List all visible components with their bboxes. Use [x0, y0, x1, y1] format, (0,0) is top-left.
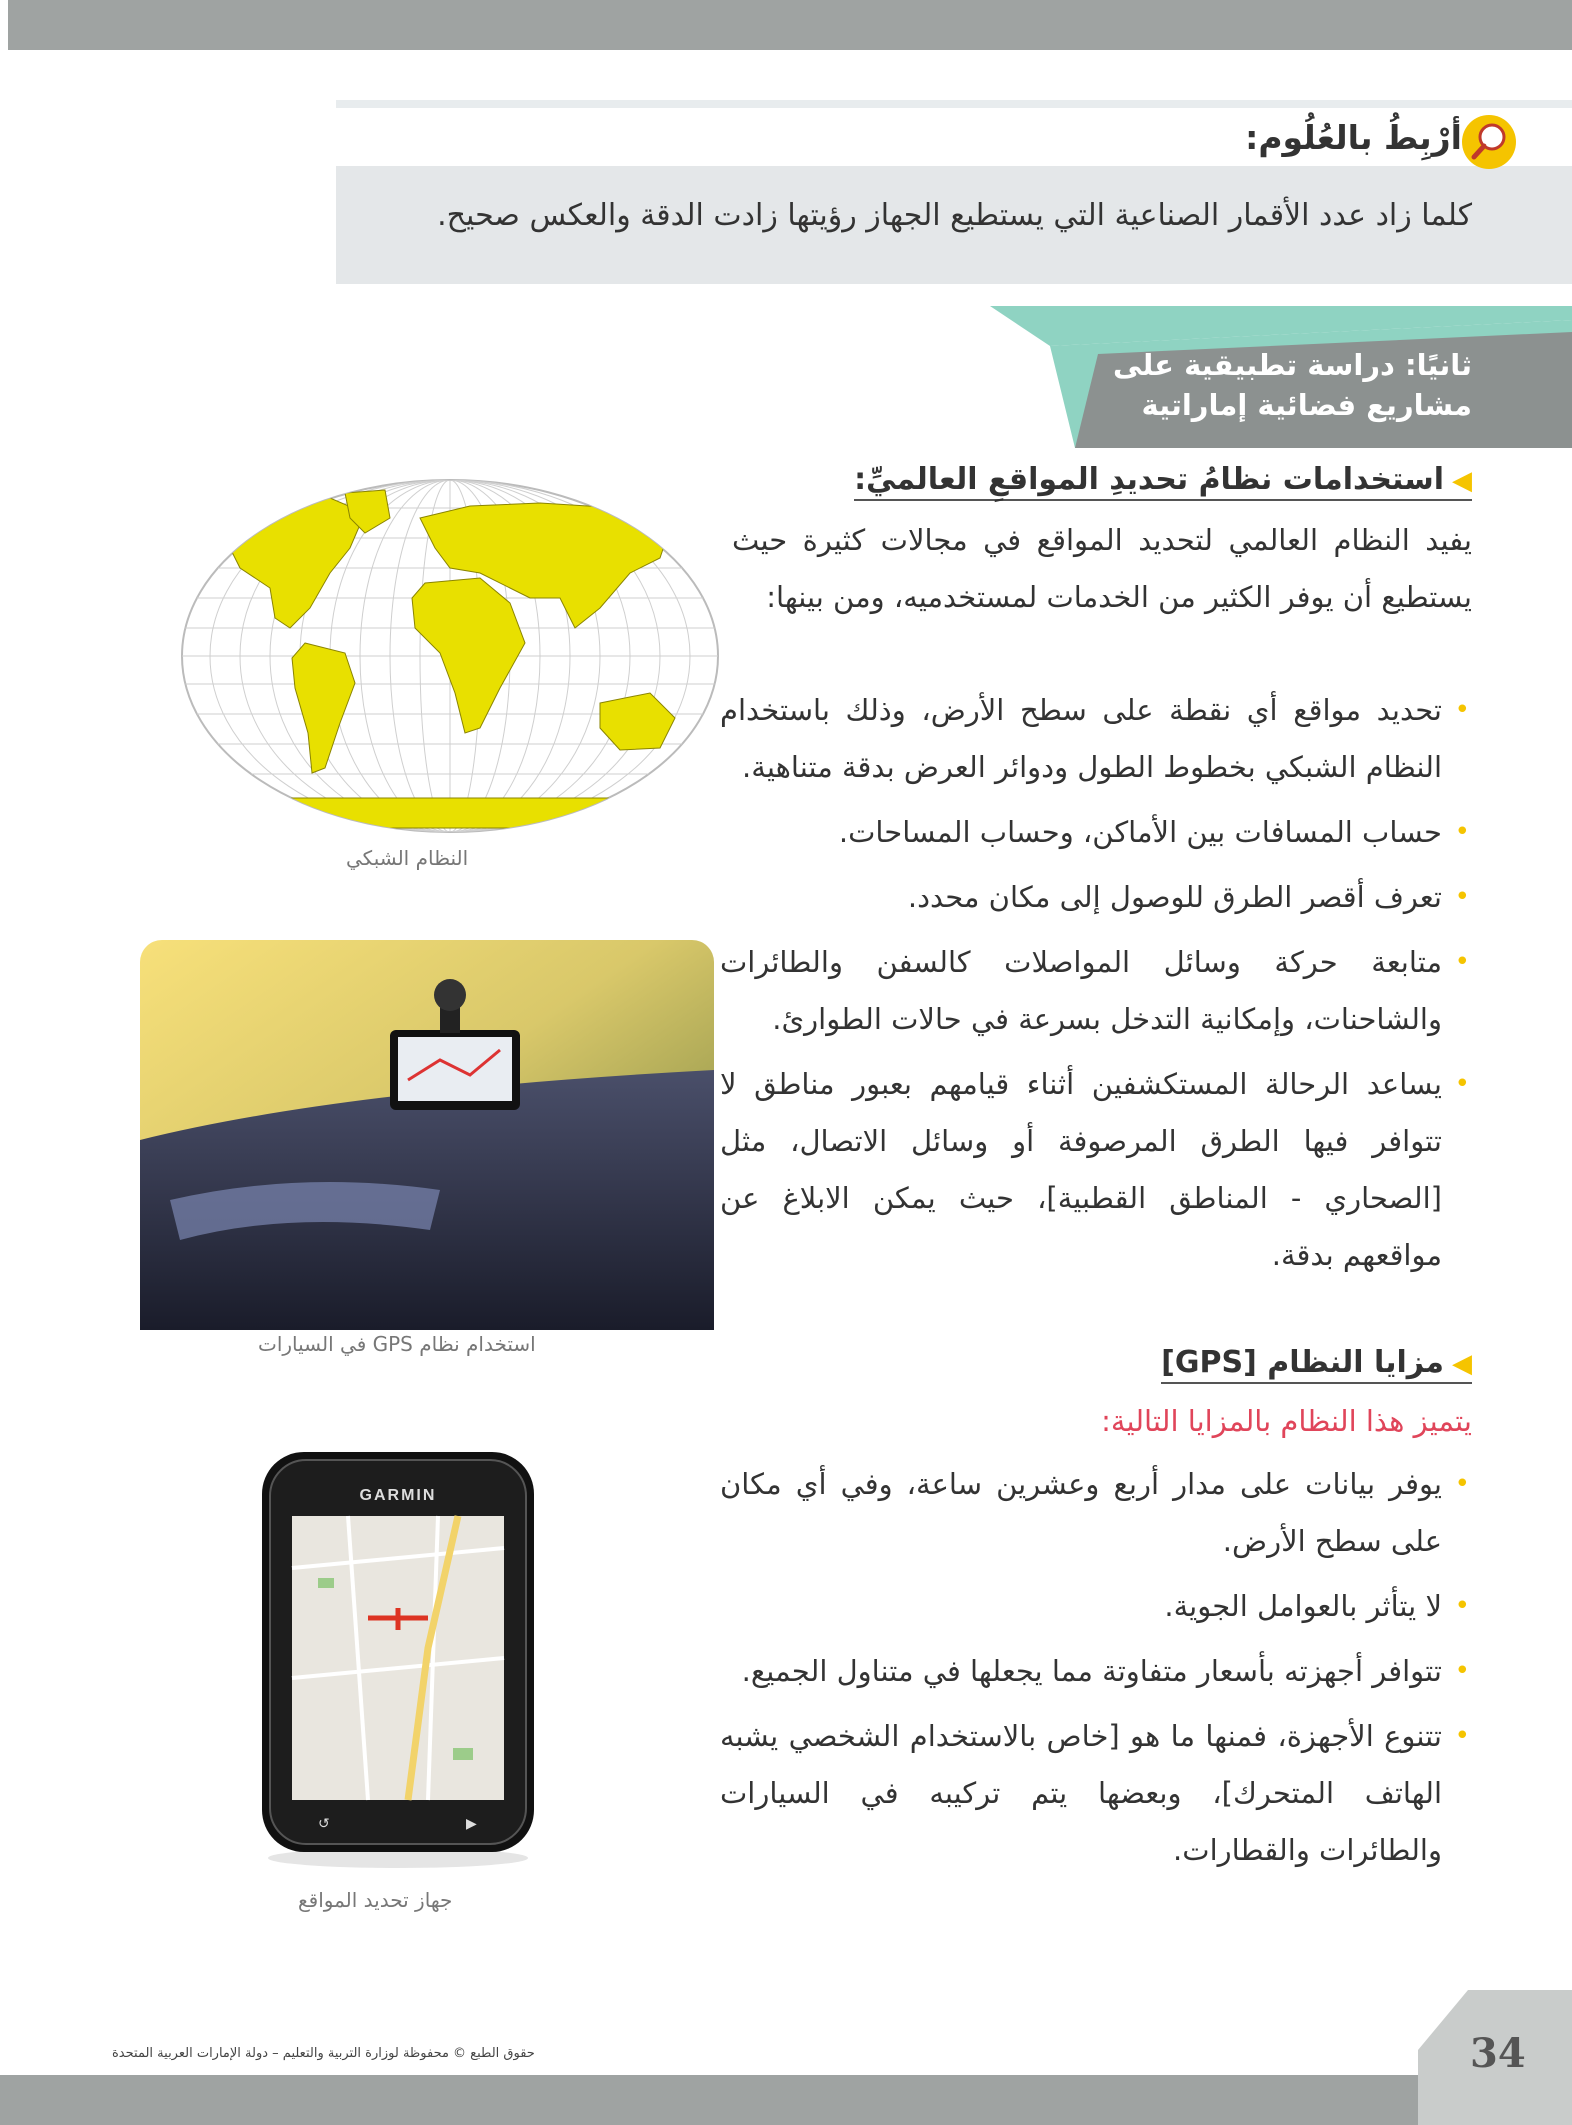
list-item-text: يوفر بيانات على مدار أربع وعشرين ساعة، وفي أي مكان على سطح الأرض.: [720, 1467, 1442, 1558]
magnifier-icon: [1460, 113, 1518, 171]
triangle-left-icon: ◀: [1452, 1349, 1472, 1379]
science-box-top-line: [336, 100, 1572, 108]
science-text: كلما زاد عدد الأقمار الصناعية التي يستطيع الجهاز رؤيتها زادت الدقة والعكس صحيح.: [437, 198, 1472, 233]
bullet-dot-icon: •: [1454, 695, 1470, 725]
map-caption: النظام الشبكي: [346, 846, 469, 870]
advantages-intro: يتميز هذا النظام بالمزايا التالية:: [1101, 1404, 1472, 1438]
list-item-text: حساب المسافات بين الأماكن، وحساب المساحات.: [838, 815, 1442, 849]
bullet-dot-icon: •: [1454, 1469, 1470, 1499]
bullet-dot-icon: •: [1454, 947, 1470, 977]
list-item: [720, 1708, 1472, 1879]
list-item: [720, 804, 1472, 861]
top-bar: [8, 0, 1572, 50]
device-brand: GARMIN: [359, 1487, 437, 1504]
play-icon: ▶: [466, 1816, 477, 1832]
uses-heading: [854, 462, 1472, 501]
triangle-left-icon: ◀: [1452, 466, 1472, 496]
advantages-heading-text: مزايا النظام [GPS]: [1161, 1345, 1444, 1380]
world-map-image: [180, 478, 720, 836]
list-item: [720, 682, 1472, 796]
uses-intro: يفيد النظام العالمي لتحديد المواقع في مجالات كثيرة حيث يستطيع أن يوفر الكثير من الخدمات لمستخدميه، ومن بينها:: [732, 523, 1472, 614]
section-title-line1: ثانيًا: دراسة تطبيقية على: [1112, 348, 1472, 382]
bullet-dot-icon: •: [1454, 817, 1470, 847]
section-title-line2: مشاريع فضائية إماراتية: [1141, 388, 1472, 422]
gps-device-image: [258, 1448, 538, 1872]
uses-list: [720, 682, 1472, 1292]
list-item-text: تحديد مواقع أي نقطة على سطح الأرض، وذلك باستخدام النظام الشبكي بخطوط الطول ودوائر العرض بدقة متناهية.: [720, 693, 1442, 784]
bullet-dot-icon: •: [1454, 1656, 1470, 1686]
advantages-heading: [1161, 1345, 1472, 1384]
list-item-text: تعرف أقصر الطرق للوصول إلى مكان محدد.: [907, 880, 1442, 914]
bullet-dot-icon: •: [1454, 1069, 1470, 1099]
science-title: أرْبِطُ بالعُلُوم:: [1245, 118, 1462, 157]
list-item: [720, 1056, 1472, 1284]
list-item: [720, 934, 1472, 1048]
list-item-text: تتنوع الأجهزة، فمنها ما هو [خاص بالاستخدام الشخصي يشبه الهاتف المتحرك]، وبعضها يتم تركيبه في السيارات والطائرات والقطارات.: [720, 1719, 1442, 1867]
list-item-text: تتوافر أجهزته بأسعار متفاوتة مما يجعلها في متناول الجميع.: [741, 1654, 1442, 1688]
section-title: [1112, 345, 1472, 425]
device-caption: جهاز تحديد المواقع: [298, 1888, 453, 1912]
footer-bar: [0, 2075, 1572, 2125]
copyright-text: حقوق الطبع © محفوظة لوزارة التربية والتعليم – دولة الإمارات العربية المتحدة: [112, 2046, 535, 2061]
list-item: [720, 1456, 1472, 1570]
list-item-text: يساعد الرحالة المستكشفين أثناء قيامهم بعبور مناطق لا تتوافر فيها الطرق المرصوفة أو وسائل الاتصال، مثل [الصحاري - المناطق القطبية]، حيث يمكن الابلاغ عن مواقعهم بدقة.: [720, 1067, 1442, 1272]
page-number: 34: [1470, 2030, 1526, 2077]
list-item-text: متابعة حركة وسائل المواصلات كالسفن والطائرات والشاحنات، وإمكانية التدخل بسرعة في حالات الطوارئ.: [720, 945, 1442, 1036]
bullet-dot-icon: •: [1454, 1721, 1470, 1751]
bullet-dot-icon: •: [1454, 1591, 1470, 1621]
list-item: [720, 1578, 1472, 1635]
bullet-dot-icon: •: [1454, 882, 1470, 912]
advantages-list: [720, 1456, 1472, 1887]
list-item: [720, 869, 1472, 926]
uses-heading-text: استخدامات نظامُ تحديدِ المواقعِ العالميِّ:: [854, 462, 1444, 497]
back-icon: ↺: [318, 1816, 330, 1832]
car-caption: استخدام نظام GPS في السيارات: [258, 1332, 536, 1356]
car-gps-image: [140, 940, 714, 1330]
list-item: [720, 1643, 1472, 1700]
list-item-text: لا يتأثر بالعوامل الجوية.: [1164, 1589, 1442, 1623]
